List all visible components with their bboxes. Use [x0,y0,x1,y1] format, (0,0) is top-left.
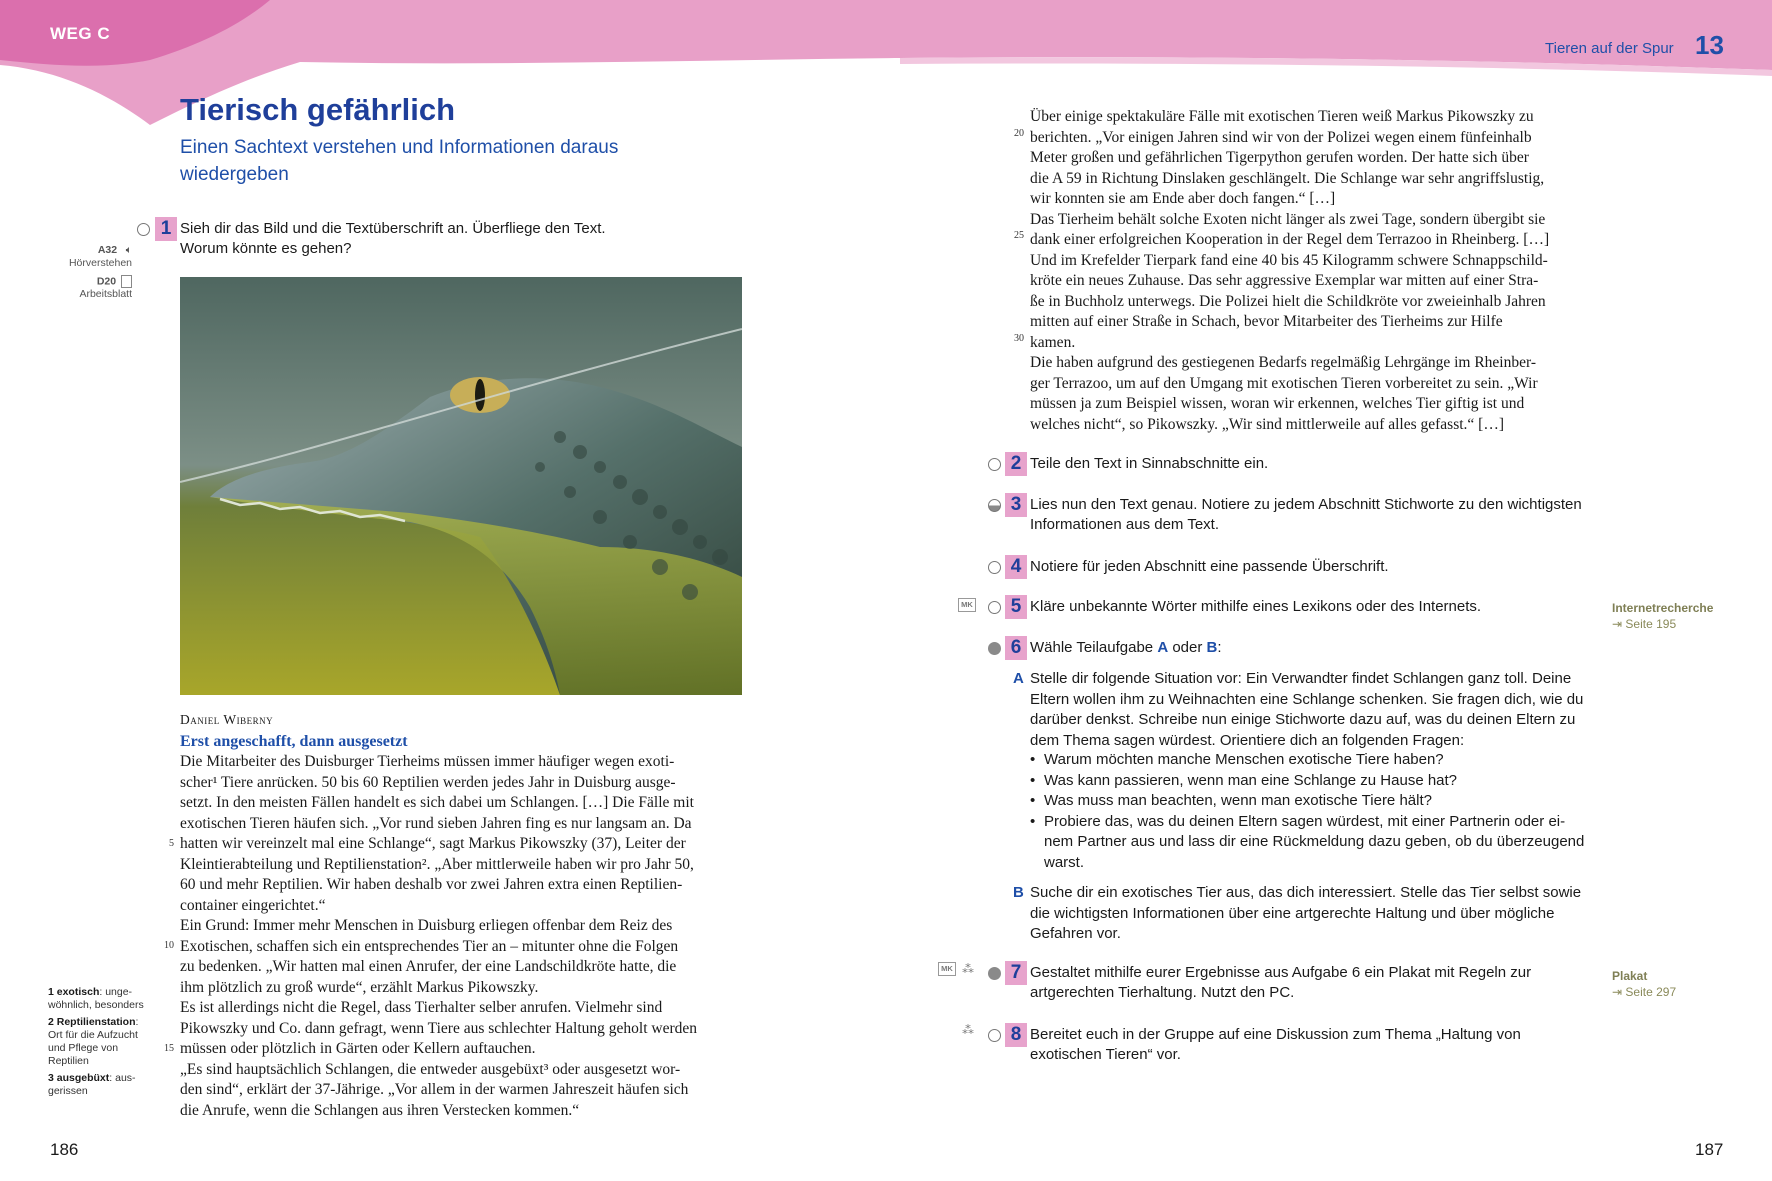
article-author: Daniel Wiberny [180,712,274,727]
article-line: exotischen Tieren häufen sich. „Vor rund sieben Jahren fing es nur langsam an. Da [180,814,692,832]
page-title: Tierisch gefährlich [180,92,456,127]
task7-line1: Gestaltet mithilfe eurer Ergebnisse aus Aufgabe 6 ein Plakat mit Regeln zur [1030,964,1532,981]
task6b-line: Gefahren vor. [1030,925,1121,942]
mk-media-icon: MK [958,598,976,612]
task6-oder: oder [1168,639,1207,656]
article-line: Kleintierabteilung und Reptilienstation². „Aber mittlerweile haben wir pro Jahr 50, [180,855,694,873]
article-line: ihm plötzlich zu groß wurde“, erzählt Markus Pikowszky. [180,978,539,996]
chapter-number: 13 [1695,30,1724,60]
article-line: kröte ein neues Zuhause. Das sehr aggressive Exemplar war mitten auf einer Stra- [1030,272,1539,289]
task6-number: 6 [1005,636,1027,660]
glossary-term-3: 3 ausgebüxt [48,1072,110,1084]
task2-difficulty-circle [988,458,1001,471]
task7-text [1030,963,1531,1003]
article-line: Das Tierheim behält solche Exoten nicht länger als zwei Tage, sondern übergibt sie [1030,210,1546,228]
task3-line1: Lies nun den Text genau. Notiere zu jedem Abschnitt Stichworte zu den wichtigsten [1030,496,1582,513]
article-line: „Es sind hauptsächlich Schlangen, die entweder ausgebüxt³ oder ausgesetzt wor- [180,1060,681,1078]
task6-text [1030,638,1222,658]
article-line: Die haben aufgrund des gestiegenen Bedarfs regelmäßig Lehrgänge im Rheinber- [1030,354,1536,371]
article-line: müssen oder plötzlich in Gärten oder Kellern auftauchen. [180,1040,536,1057]
task1-line1: Sieh dir das Bild und die Textüberschrift an. Überfliege den Text. [180,220,606,237]
sidelink-internet-title: Internetrecherche [1612,601,1714,615]
glossary-def-1: : unge- wöhnlich, besonders [48,986,144,1011]
speaker-icon: 🔈︎ [125,244,132,256]
alligator-photo [180,277,742,695]
weg-label: WEG C [50,24,111,43]
task3-difficulty-circle [988,499,1001,512]
task3-line2: Informationen aus dem Text. [1030,516,1219,533]
line-number-20: 20 [1014,128,1024,139]
task3-number: 3 [1005,493,1027,517]
sidelink-internet-page-row [1612,616,1713,632]
task1-text [180,219,740,259]
article-line: die Anrufe, wenn die Schlangen aus ihren Verstecken kommen.“ [180,1101,580,1119]
line-number-5: 5 [169,838,174,849]
article-line: welches nicht“, so Pikowszky. „Wir sind mittlerweile auf alles gefasst.“ […] [1030,415,1504,433]
article-line: die A 59 in Richtung Dinslaken geschlängelt. Die Schlange war sehr angriffslustig, [1030,169,1545,187]
task6a-line: darüber denkst. Schreibe nun einige Stichworte dazu auf, was du deinen Eltern zu [1030,711,1576,728]
glossary-def-3: : aus- gerissen [48,1072,136,1097]
glossary-def-2: : Ort für die Aufzucht und Pflege von Reptilien [48,1016,139,1067]
article-line: wir konnten sie am Ende aber doch fangen.“ […] [1030,190,1336,207]
article-line: hatten wir vereinzelt mal eine Schlange“, sagt Markus Pikowszky (37), Leiter der [180,835,686,852]
task5-number: 5 [1005,595,1027,619]
sidelink-plakat-page-row [1612,984,1676,1000]
task4-number: 4 [1005,555,1027,579]
article-line: Ein Grund: Immer mehr Menschen in Duisburg erliegen offenbar dem Reiz des [180,917,673,934]
task8-line1: Bereitet euch in der Gruppe auf eine Diskussion zum Thema „Haltung von [1030,1026,1521,1043]
sidelink-internet-page: Seite 195 [1625,617,1677,631]
document-icon [121,275,132,288]
task6-difficulty-circle [988,642,1001,655]
group-work-icon-8: ⁂ [962,1023,974,1037]
task5-text: Kläre unbekannte Wörter mithilfe eines Lexikons oder des Internets. [1030,598,1482,615]
line-number-15: 15 [164,1043,174,1054]
task1-difficulty-circle [137,223,150,236]
chapter-title: Tieren auf der Spur [1545,40,1674,57]
task6b-line: Suche dir ein exotisches Tier aus, das dich interessiert. Stelle das Tier selbst sowie [1030,884,1582,901]
a32-code: A32 [97,244,118,256]
task6-colon: : [1217,639,1222,656]
article-line: Es ist allerdings nicht die Regel, dass Tierhalter selber anrufen. Vielmehr sind [180,999,663,1016]
article-line: Exotischen, schaffen sich ein entsprechendes Tier an – mitunter ohne die Folgen [180,937,679,955]
task6-option-b: B [1206,639,1218,656]
task6b-line: die wichtigsten Informationen über eine artgerechte Haltung und über mögliche [1030,904,1555,922]
glossary [48,986,158,1098]
task6-bullet4-line: nem Partner aus und lass dir eine Rückmeldung dazu geben, ob du überzeugend [1044,833,1585,850]
mk-media-icon-7: MK [938,962,956,976]
task4-difficulty-circle [988,561,1001,574]
task6a-line: Stelle dir folgende Situation vor: Ein Verwandter findet Schlangen ganz toll. Deine [1030,670,1572,687]
task6-pre: Wähle Teilaufgabe [1030,639,1158,656]
glossary-item-2 [48,1016,158,1068]
glossary-term-2: 2 Reptilienstation [48,1016,136,1028]
article-line: berichten. „Vor einigen Jahren sind wir von der Polizei wegen einem fünfeinhalb [1030,128,1532,146]
task6b-text [1030,883,1610,945]
article-line: Die Mitarbeiter des Duisburger Tierheims müssen immer häufiger wegen exoti- [180,753,675,770]
task6-bullet4-line: warst. [1044,853,1085,871]
task6b-label: B [1013,884,1024,901]
sidelink-plakat-title: Plakat [1612,969,1648,983]
article-line: kamen. [1030,333,1076,351]
task7-line2: artgerechten Tierhaltung. Nutzt den PC. [1030,984,1295,1001]
article-line: Über einige spektakuläre Fälle mit exotischen Tieren weiß Markus Pikowszky zu [1030,108,1534,125]
task6a-line: Eltern wollen ihm zu Weihnachten eine Schlange schenken. Sie fragen dich, wie du [1030,690,1584,708]
task3-text [1030,495,1582,535]
task6-option-a: A [1157,639,1169,656]
task1-number: 1 [155,217,177,241]
sidelink-internetrecherche[interactable] [1612,600,1713,632]
glossary-item-1 [48,986,158,1012]
page-number-right: 187 [1695,1140,1724,1159]
article-line: Pikowszky und Co. dann gefragt, wenn Tiere aus schlechter Haltung geholt werden [180,1019,697,1037]
glossary-item-3 [48,1072,158,1098]
task6-bullet: • Was muss man beachten, wenn man exotische Tiere hält? [1030,791,1610,812]
line-number-25: 25 [1014,230,1024,241]
d20-code: D20 [96,275,117,288]
task6-bullet-4 [1030,812,1610,874]
sidenote-a32[interactable] [52,244,132,269]
sidelink-plakat[interactable] [1612,968,1676,1000]
task6-bullet: • Was kann passieren, wenn man eine Schlange zu Hause hat? [1030,771,1610,792]
article-line: zu bedenken. „Wir hatten mal einen Anrufer, der eine Landschildkröte hatte, die [180,958,677,975]
article-body-right [1030,107,1590,435]
article-line: ße in Buchholz unterwegs. Die Polizei hielt die Schildkröte vor zweieinhalb Jahren [1030,292,1546,310]
article-line: container eingerichtet.“ [180,896,326,914]
group-work-icon: ⁂ [962,962,974,976]
article-line: mitten auf einer Straße in Schach, bevor Mitarbeiter des Tierheims zur Hilfe [1030,313,1503,330]
article-line: Und im Krefelder Tierpark fand eine 40 bis 45 Kilogramm schwere Schnappschild- [1030,251,1548,269]
d20-label: Arbeitsblatt [79,288,132,300]
article-line: setzt. In den meisten Fällen handelt es sich dabei um Schlangen. […] Die Fälle mit [180,794,694,811]
task6a-label: A [1013,670,1024,687]
task6-bullet: • Warum möchten manche Menschen exotische Tiere haben? [1030,750,1610,771]
task8-difficulty-circle [988,1029,1001,1042]
article-line: 60 und mehr Reptilien. Wir haben deshalb vor zwei Jahren extra einen Reptilien- [180,876,683,893]
article-line: müssen ja zum Beispiel wissen, woran wir erkennen, welches Tier giftig ist und [1030,395,1525,412]
sidenote-d20[interactable] [52,275,132,300]
article-line: ger Terrazoo, um auf den Umgang mit exotischen Tieren vorbereitet zu sein. „Wir [1030,374,1538,392]
glossary-term-1: 1 exotisch [48,986,100,998]
task2-text: Teile den Text in Sinnabschnitte ein. [1030,455,1269,472]
article-heading: Erst angeschafft, dann ausgesetzt [180,733,408,750]
arrow-link-icon: ⇥ [1612,617,1623,631]
task8-line2: exotischen Tieren“ vor. [1030,1046,1181,1063]
task2-number: 2 [1005,452,1027,476]
line-number-10: 10 [164,940,174,951]
sidelink-plakat-page: Seite 297 [1625,985,1677,999]
task7-number: 7 [1005,961,1027,985]
page-number-left: 186 [50,1140,79,1159]
arrow-link-icon: ⇥ [1612,985,1623,999]
article-line: scher¹ Tiere anrücken. 50 bis 60 Reptilien werden jedes Jahr in Duisburg ausge- [180,773,676,791]
a32-label: Hörverstehen [68,257,132,269]
task8-text [1030,1025,1521,1065]
line-number-30: 30 [1014,333,1024,344]
article-line: den sind“, erklärt der 37-Jährige. „Vor allem in der warmen Jahreszeit häufen sich [180,1081,689,1098]
page-subtitle: Einen Sachtext verstehen und Informationen daraus wiedergeben [180,137,619,185]
article-line: dank einer erfolgreichen Kooperation in der Regel dem Terrazoo in Rheinberg. […] [1030,231,1550,248]
article-line: Meter großen und gefährlichen Tigerpython gerufen worden. Der hatte sich über [1030,149,1529,166]
task5-difficulty-circle [988,601,1001,614]
task1-line2: Worum könnte es gehen? [180,240,352,257]
task6a-text [1030,669,1610,751]
task4-text: Notiere für jeden Abschnitt eine passende Überschrift. [1030,558,1389,575]
task6a-bullets [1030,750,1610,873]
task6a-line: dem Thema sagen würdest. Orientiere dich an folgenden Fragen: [1030,731,1465,749]
task8-number: 8 [1005,1023,1027,1047]
task7-difficulty-circle [988,967,1001,980]
article-body-left [180,752,740,1121]
task6-bullet4-line: • Probiere das, was du deinen Eltern sagen würdest, mit einer Partnerin oder ei- [1044,812,1566,830]
